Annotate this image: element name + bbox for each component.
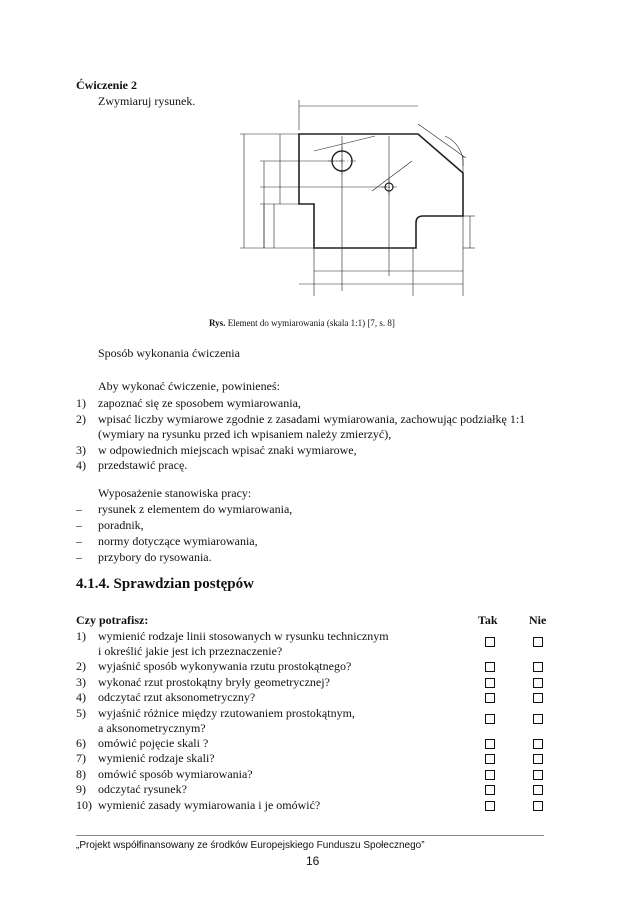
method-steps [76,396,596,474]
yes-checkbox[interactable] [485,770,495,780]
no-checkbox[interactable] [533,662,543,672]
equipment-item: przybory do rysowania. [98,550,212,564]
yes-checkbox[interactable] [485,785,495,795]
bullet-dash: – [76,502,82,516]
item-text-continued: i określić jakie jest ich przeznaczenie? [98,644,283,658]
item-text: wyjaśnić różnice między rzutowaniem prostokątnym, [98,705,355,720]
step-text: zapoznać się ze sposobem wymiarowania, [98,396,301,410]
list-item [76,518,576,534]
step-number: 1) [76,396,86,410]
list-item [76,427,596,443]
list-item [76,443,596,459]
yes-checkbox[interactable] [485,693,495,703]
dimension-lines [244,106,470,284]
part-outline [299,134,463,248]
step-number: 3) [76,442,86,457]
no-checkbox[interactable] [533,693,543,703]
page-number: 16 [306,854,320,868]
no-checkbox[interactable] [533,637,543,647]
item-number: 2) [76,659,86,673]
step-text: wpisać liczby wymiarowe zgodnie z zasadami wymiarowania, zachowując podziałkę 1:1 [98,411,526,426]
table-row [76,782,546,798]
footer-divider [76,835,544,836]
table-row [76,675,546,691]
item-number: 8) [76,766,86,781]
step-text: przedstawić pracę. [98,458,188,472]
yes-checkbox[interactable] [485,754,495,764]
yes-checkbox[interactable] [485,739,495,749]
yes-checkbox[interactable] [485,714,495,724]
equipment-item: normy dotyczące wymiarowania, [98,534,258,548]
no-checkbox[interactable] [533,739,543,749]
figure-caption [209,318,395,328]
method-intro: Aby wykonać ćwiczenie, powinieneś: [98,379,280,393]
item-text: omówić pojęcie skali ? [98,735,209,750]
technical-drawing [230,96,480,301]
bullet-dash: – [76,518,82,532]
table-row [76,629,546,659]
list-item [76,396,596,412]
step-text: (wymiary na rysunku przed ich wpisaniem należy zmierzyć), [98,427,392,441]
item-number: 9) [76,782,86,796]
exercise-instruction: Zwymiaruj rysunek. [98,94,196,108]
no-checkbox[interactable] [533,785,543,795]
item-text-continued: a aksonometrycznym? [98,720,206,735]
table-row [76,798,546,814]
step-text: w odpowiednich miejscach wpisać znaki wymiarowe, [98,442,357,457]
item-number: 5) [76,705,86,720]
no-checkbox[interactable] [533,770,543,780]
yes-checkbox[interactable] [485,662,495,672]
item-text: wymienić zasady wymiarowania i je omówić? [98,797,321,812]
table-row [76,767,546,783]
equipment-item: poradnik, [98,518,144,532]
item-text: wyjaśnić sposób wykonywania rzutu prostokątnego? [98,659,352,673]
checklist [76,629,546,813]
yes-checkbox[interactable] [485,637,495,647]
no-checkbox[interactable] [533,754,543,764]
item-text: wykonać rzut prostokątny bryły geometrycznej? [98,674,330,689]
no-checkbox[interactable] [533,801,543,811]
item-number: 10) [76,797,92,812]
yes-checkbox[interactable] [485,678,495,688]
table-row [76,706,546,736]
figure-caption-label: Rys. [209,318,226,328]
list-item [76,534,576,550]
item-text: odczytać rzut aksonometryczny? [98,690,256,704]
no-checkbox[interactable] [533,678,543,688]
no-checkbox[interactable] [533,714,543,724]
item-number: 7) [76,751,86,765]
table-row [76,659,546,675]
equipment-item: rysunek z elementem do wymiarowania, [98,502,293,516]
item-number: 1) [76,629,86,643]
exercise-title: Ćwiczenie 2 [76,78,137,92]
bullet-dash: – [76,550,82,564]
item-number: 6) [76,735,86,750]
item-text: wymienić rodzaje skali? [98,751,215,765]
section-title: 4.1.4. Sprawdzian postępów [76,576,254,592]
item-number: 3) [76,674,86,689]
item-number: 4) [76,690,86,704]
extension-lines [240,100,475,296]
equipment-heading: Wyposażenie stanowiska pracy: [98,486,252,500]
step-number: 2) [76,411,86,426]
figure-caption-text: Element do wymiarowania (skala 1:1) [7, s. 8] [227,318,395,328]
item-text: omówić sposób wymiarowania? [98,766,253,781]
table-row [76,751,546,767]
checklist-no-header: Nie [529,613,547,627]
list-item [76,550,576,566]
item-text: wymienić rodzaje linii stosowanych w rysunku technicznym [98,629,389,643]
list-item [76,458,596,474]
method-heading: Sposób wykonania ćwiczenia [98,346,240,360]
table-row [76,690,546,706]
list-item [76,502,576,518]
yes-checkbox[interactable] [485,801,495,811]
item-text: odczytać rysunek? [98,782,187,796]
bullet-dash: – [76,534,82,548]
table-row [76,736,546,752]
equipment-list [76,502,576,566]
list-item [76,412,596,428]
step-number: 4) [76,458,86,472]
footer-text: „Projekt współfinansowany ze środków Europejskiego Funduszu Społecznego” [76,840,425,851]
checklist-question-header: Czy potrafisz: [76,613,149,627]
checklist-yes-header: Tak [478,613,498,627]
